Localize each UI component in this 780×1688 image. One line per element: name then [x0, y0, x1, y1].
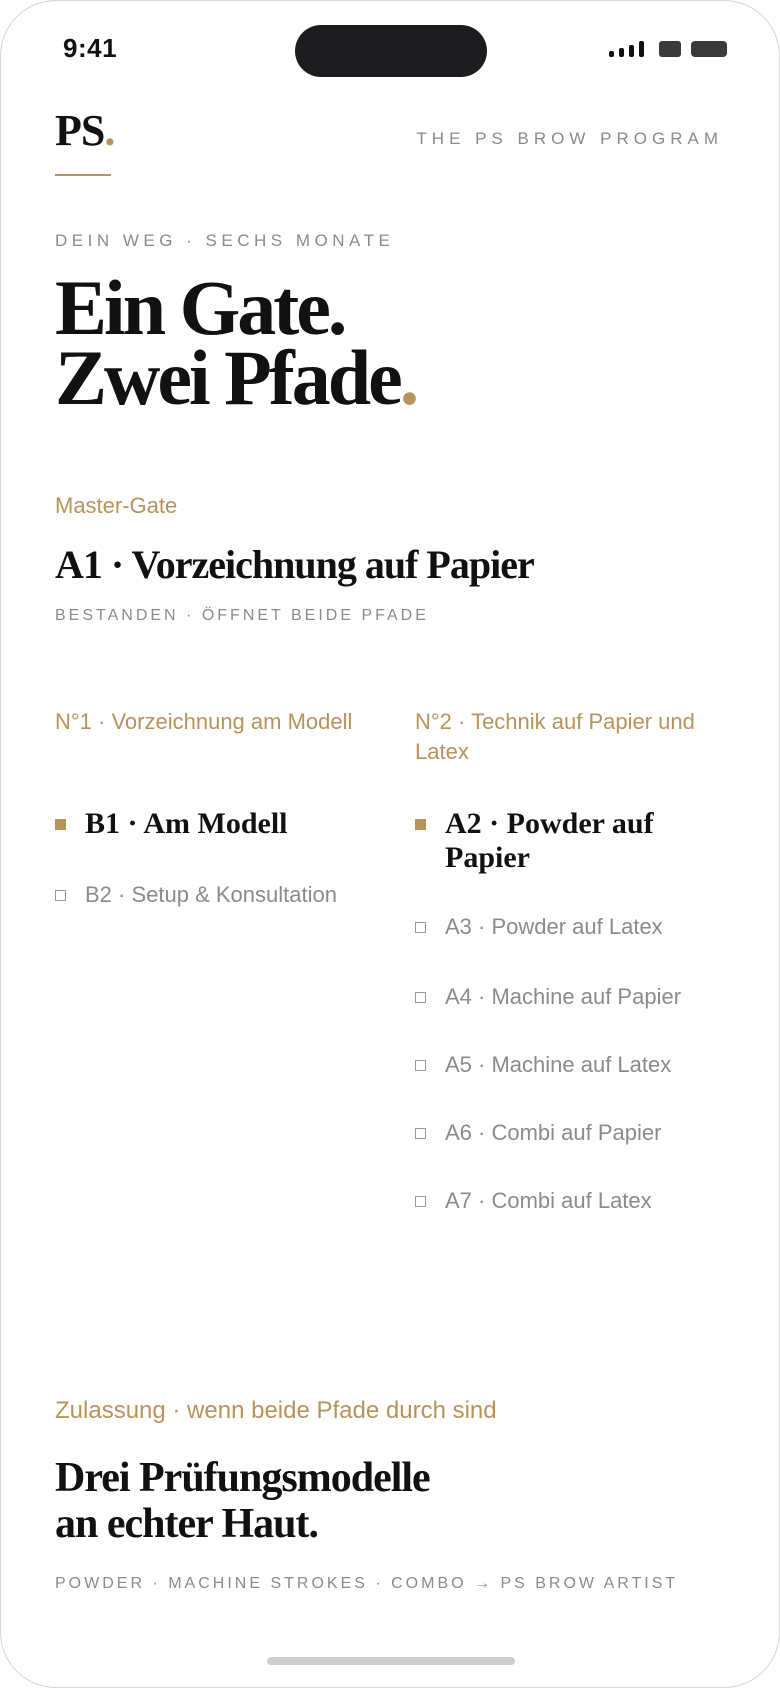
path-1 — [55, 707, 365, 737]
path-item-a5[interactable] — [415, 1051, 735, 1079]
admission-title-line-2: an echter Haut. — [55, 1501, 319, 1547]
checkbox-empty-icon — [415, 922, 426, 933]
path-item-label: A3 · Powder auf Latex — [445, 914, 663, 939]
path-item-a2[interactable] — [415, 807, 715, 875]
hero-overline: DEIN WEG · SECHS MONATE — [55, 231, 395, 250]
wifi-icon — [659, 41, 681, 57]
battery-icon — [691, 41, 727, 57]
path-item-label: A7 · Combi auf Latex — [445, 1188, 652, 1213]
dynamic-island — [295, 25, 487, 77]
path-item-a3[interactable] — [415, 913, 735, 941]
path-item-a6[interactable] — [415, 1119, 735, 1147]
checkbox-empty-icon — [415, 1196, 426, 1207]
path-2 — [415, 707, 715, 767]
ps-logo[interactable]: PS. — [55, 106, 115, 155]
path-item-label: B1 · Am Modell — [85, 807, 288, 840]
path-item-a4[interactable] — [415, 983, 735, 1011]
master-gate-title: A1 · Vorzeichnung auf Papier — [55, 542, 534, 587]
home-indicator[interactable] — [267, 1657, 515, 1665]
path-item-b2[interactable] — [55, 881, 375, 909]
master-gate-status: BESTANDEN · ÖFFNET BEIDE PFADE — [55, 607, 429, 624]
path-item-a7[interactable] — [415, 1187, 735, 1215]
checkbox-filled-icon — [415, 819, 426, 830]
hero-line-1: Ein Gate. — [55, 264, 345, 351]
path-item-label: A5 · Machine auf Latex — [445, 1052, 672, 1077]
checkbox-empty-icon — [415, 992, 426, 1003]
checkbox-empty-icon — [55, 890, 66, 901]
path-item-label: A4 · Machine auf Papier — [445, 984, 682, 1009]
hero-heading — [55, 264, 417, 421]
master-gate-label: Master-Gate — [55, 493, 178, 518]
signal-icon — [609, 41, 644, 57]
hero-line-2: Zwei Pfade. — [55, 334, 417, 421]
program-title: THE PS BROW PROGRAM — [416, 129, 723, 148]
path-item-label: B2 · Setup & Konsultation — [85, 882, 337, 907]
logo-underline — [55, 174, 111, 176]
admission-title-line-1: Drei Prüfungsmodelle — [55, 1455, 430, 1501]
checkbox-filled-icon — [55, 819, 66, 830]
admission-label: Zulassung · wenn beide Pfade durch sind — [55, 1397, 497, 1424]
path-item-b1[interactable] — [55, 807, 375, 841]
path-2-label: N°2 · Technik auf Papier und Latex — [415, 709, 695, 764]
path-1-label: N°1 · Vorzeichnung am Modell — [55, 709, 353, 734]
path-item-label: A2 · Powder auf Papier — [445, 807, 654, 874]
admission-title — [55, 1455, 430, 1547]
checkbox-empty-icon — [415, 1128, 426, 1139]
status-time: 9:41 — [63, 33, 118, 63]
path-item-label: A6 · Combi auf Papier — [445, 1120, 662, 1145]
checkbox-empty-icon — [415, 1060, 426, 1071]
admission-subtitle: POWDER · MACHINE STROKES · COMBO → PS BROW ARTIST — [55, 1575, 679, 1592]
